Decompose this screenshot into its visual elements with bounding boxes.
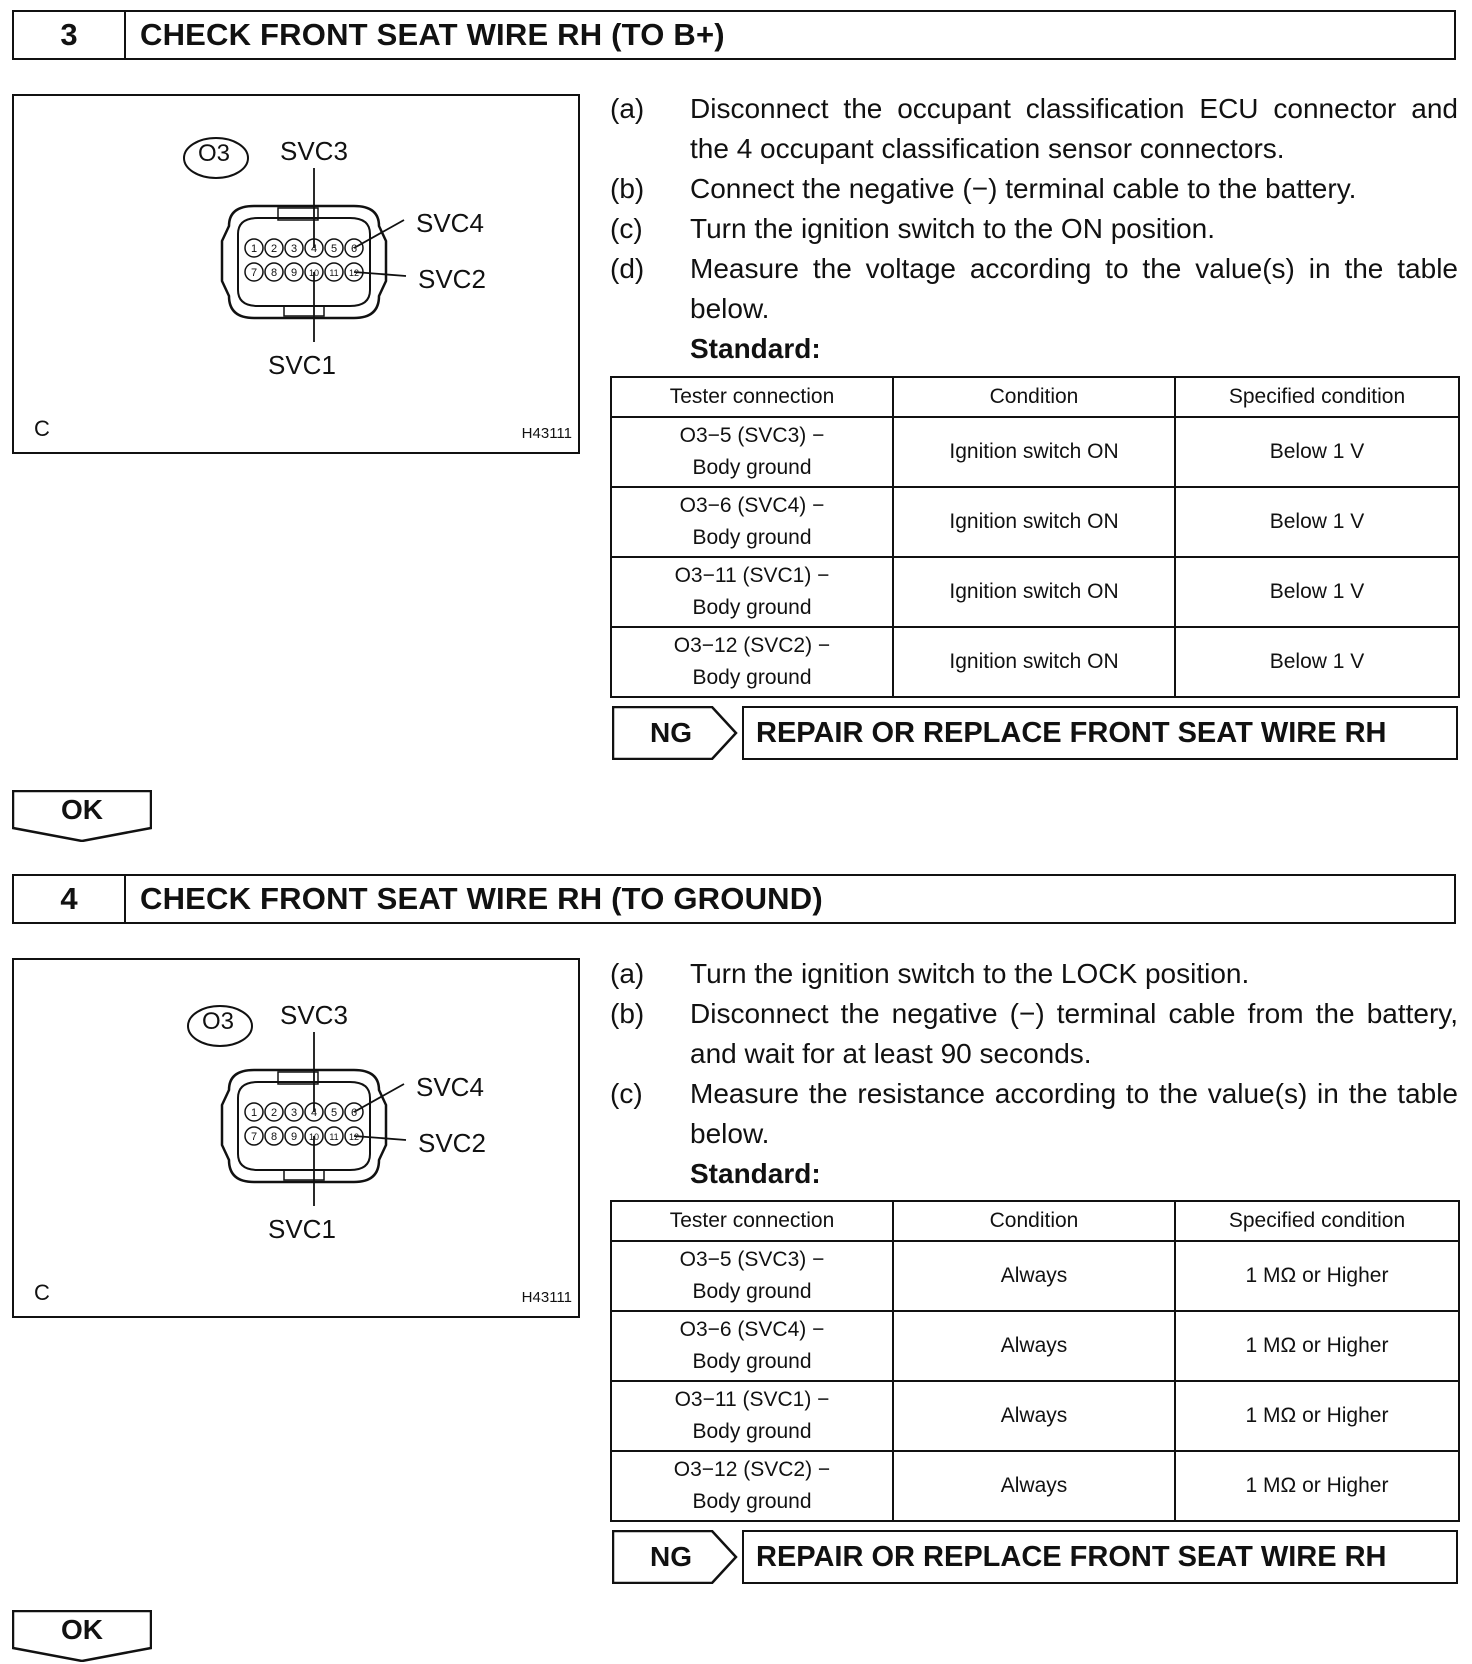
pin-label: 7	[250, 1131, 258, 1143]
connection-line: Body ground	[692, 1490, 812, 1513]
pin-label: 9	[290, 1131, 298, 1143]
connection-line: O3−5 (SVC3) −	[679, 424, 825, 447]
connection-line: Body ground	[692, 1280, 812, 1303]
standard-label: Standard:	[690, 333, 821, 364]
instruction-item	[610, 169, 1458, 209]
condition-cell: Always	[893, 1241, 1175, 1311]
connection-line: Body ground	[692, 1420, 812, 1443]
tester-connection-cell	[611, 417, 893, 487]
instruction-letter: (c)	[610, 1078, 643, 1109]
connection-line: Body ground	[692, 456, 812, 479]
pin-grid	[245, 239, 363, 281]
pin-label: 3	[290, 1107, 298, 1119]
table-row	[611, 1381, 1459, 1451]
table-row	[611, 1241, 1459, 1311]
tester-connection-cell	[611, 627, 893, 697]
svc4-label: SVC4	[416, 208, 484, 238]
pin-label: 8	[270, 1131, 278, 1143]
step-title: CHECK FRONT SEAT WIRE RH (TO GROUND)	[140, 881, 823, 916]
pin-label: 11	[329, 268, 339, 278]
ok-branch-3	[12, 790, 152, 840]
instruction-text: Turn the ignition switch to the LOCK position.	[690, 958, 1250, 989]
spec-cell: 1 MΩ or Higher	[1175, 1381, 1459, 1451]
pin-label: 3	[290, 243, 298, 255]
pin-label: 1	[250, 243, 258, 255]
condition-cell: Ignition switch ON	[893, 627, 1175, 697]
instruction-letter: (c)	[610, 213, 643, 244]
table-row	[611, 1451, 1459, 1521]
step-3-header	[12, 10, 1456, 60]
connection-line: O3−12 (SVC2) −	[673, 634, 831, 657]
pin-label: 12	[348, 1132, 360, 1142]
table-row	[611, 417, 1459, 487]
step-title: CHECK FRONT SEAT WIRE RH (TO B+)	[140, 17, 725, 52]
table-row	[611, 627, 1459, 697]
instruction-letter: (d)	[610, 253, 645, 284]
condition-cell: Always	[893, 1451, 1175, 1521]
instruction-item	[610, 994, 1458, 1074]
connection-line: Body ground	[692, 526, 812, 549]
svc4-label: SVC4	[416, 1072, 484, 1102]
instruction-item	[610, 249, 1458, 329]
instruction-text: Measure the resistance according to the value(s) in the table below.	[690, 1078, 1458, 1149]
connection-line: O3−6 (SVC4) −	[679, 1318, 825, 1341]
standard-label: Standard:	[690, 1158, 821, 1189]
connector-figure-4	[12, 958, 580, 1318]
pin-label: 10	[308, 268, 320, 278]
ok-branch-4	[12, 1610, 152, 1660]
pin-label: 4	[310, 1107, 318, 1119]
pin-label: 7	[250, 267, 258, 279]
table-row	[611, 1311, 1459, 1381]
connection-line: O3−6 (SVC4) −	[679, 494, 825, 517]
connection-line: O3−11 (SVC1) −	[674, 1388, 830, 1411]
pin-grid	[245, 1103, 363, 1145]
svc3-label: SVC3	[280, 1000, 348, 1030]
condition-cell: Always	[893, 1311, 1175, 1381]
ok-label: OK	[61, 1614, 103, 1645]
ng-label: NG	[650, 717, 692, 748]
ng-branch-4	[612, 1530, 1458, 1584]
step-number: 4	[14, 876, 126, 922]
figure-code: H43111	[521, 1289, 572, 1306]
instruction-item	[610, 1074, 1458, 1154]
tester-connection-cell	[611, 557, 893, 627]
pin-label: 11	[329, 1132, 339, 1142]
tester-connection-cell	[611, 1311, 893, 1381]
table-header-row	[611, 377, 1459, 417]
view-letter: C	[34, 416, 50, 441]
condition-cell: Always	[893, 1381, 1175, 1451]
view-letter: C	[34, 1280, 50, 1305]
instruction-text: Disconnect the occupant classification ECU connector and the 4 occupant classification sensor connectors.	[690, 93, 1458, 164]
spec-cell: Below 1 V	[1175, 487, 1459, 557]
connector-id-label: O3	[198, 140, 231, 167]
connector-figure-3	[12, 94, 580, 454]
connection-line: Body ground	[692, 596, 812, 619]
pin-label: 5	[330, 243, 338, 255]
instruction-text: Turn the ignition switch to the ON position.	[690, 213, 1215, 244]
svc1-label: SVC1	[268, 350, 336, 380]
connection-line: Body ground	[692, 1350, 812, 1373]
spec-cell: Below 1 V	[1175, 627, 1459, 697]
pin-label: 12	[348, 268, 360, 278]
column-header: Tester connection	[611, 377, 893, 417]
svc3-label: SVC3	[280, 136, 348, 166]
spec-table-4	[610, 1200, 1460, 1522]
condition-cell: Ignition switch ON	[893, 417, 1175, 487]
column-header: Specified condition	[1175, 377, 1459, 417]
pin-label: 6	[350, 243, 358, 255]
column-header: Condition	[893, 377, 1175, 417]
pin-label: 6	[350, 1107, 358, 1119]
step-4-header	[12, 874, 1456, 924]
pin-label: 2	[270, 243, 278, 255]
pin-label: 4	[310, 243, 318, 255]
instructions-4	[610, 954, 1458, 1194]
column-header: Condition	[893, 1201, 1175, 1241]
pin-label: 5	[330, 1107, 338, 1119]
instruction-text: Connect the negative (−) terminal cable to the battery.	[690, 173, 1357, 204]
instructions-3	[610, 89, 1458, 369]
tester-connection-cell	[611, 1381, 893, 1451]
pin-label: 10	[308, 1132, 320, 1142]
connection-line: O3−12 (SVC2) −	[673, 1458, 831, 1481]
ng-branch-3	[612, 706, 1458, 760]
step-number: 3	[14, 12, 126, 58]
column-header: Tester connection	[611, 1201, 893, 1241]
column-header: Specified condition	[1175, 1201, 1459, 1241]
pin-label: 8	[270, 267, 278, 279]
ok-label: OK	[61, 794, 103, 825]
condition-cell: Ignition switch ON	[893, 487, 1175, 557]
instruction-text: Measure the voltage according to the value(s) in the table below.	[690, 253, 1458, 324]
svc2-label: SVC2	[418, 1128, 486, 1158]
instruction-item	[610, 954, 1458, 994]
table-row	[611, 557, 1459, 627]
tester-connection-cell	[611, 1451, 893, 1521]
instruction-letter: (b)	[610, 173, 645, 204]
pin-label: 1	[250, 1107, 258, 1119]
ng-action-box: REPAIR OR REPLACE FRONT SEAT WIRE RH	[742, 1530, 1458, 1584]
connection-line: O3−11 (SVC1) −	[674, 564, 830, 587]
instruction-item	[610, 89, 1458, 169]
instruction-item	[610, 209, 1458, 249]
ng-label: NG	[650, 1541, 692, 1572]
table-row	[611, 487, 1459, 557]
table-header-row	[611, 1201, 1459, 1241]
condition-cell: Ignition switch ON	[893, 557, 1175, 627]
tester-connection-cell	[611, 1241, 893, 1311]
instruction-letter: (a)	[610, 958, 645, 989]
connection-line: O3−5 (SVC3) −	[679, 1248, 825, 1271]
spec-cell: 1 MΩ or Higher	[1175, 1451, 1459, 1521]
instruction-text: Disconnect the negative (−) terminal cable from the battery, and wait for at least 90 seconds.	[690, 998, 1458, 1069]
ng-action-box: REPAIR OR REPLACE FRONT SEAT WIRE RH	[742, 706, 1458, 760]
figure-code: H43111	[521, 425, 572, 442]
svc1-label: SVC1	[268, 1214, 336, 1244]
instruction-letter: (a)	[610, 93, 645, 124]
pin-label: 2	[270, 1107, 278, 1119]
spec-cell: 1 MΩ or Higher	[1175, 1311, 1459, 1381]
connection-line: Body ground	[692, 666, 812, 689]
instruction-letter: (b)	[610, 998, 645, 1029]
spec-cell: Below 1 V	[1175, 417, 1459, 487]
svc2-label: SVC2	[418, 264, 486, 294]
spec-cell: 1 MΩ or Higher	[1175, 1241, 1459, 1311]
spec-cell: Below 1 V	[1175, 557, 1459, 627]
pin-label: 9	[290, 267, 298, 279]
tester-connection-cell	[611, 487, 893, 557]
connector-id-label: O3	[202, 1008, 235, 1035]
spec-table-3	[610, 376, 1460, 698]
